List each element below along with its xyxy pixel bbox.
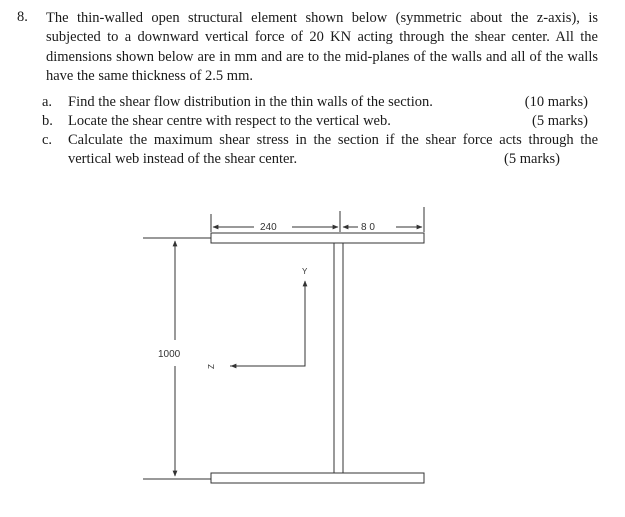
y-axis-label: Y <box>302 267 308 276</box>
part-c-letter: c. <box>42 132 53 148</box>
bottom-flange <box>211 473 424 483</box>
part-a-text: Find the shear flow distribution in the thin walls of the section. <box>68 94 433 110</box>
top-flange <box>211 233 424 243</box>
part-c-text: Calculate the maximum shear stress in the section if the shear force acts through the vertical web instead of the shear center. <box>68 132 598 167</box>
vertical-web <box>334 243 343 473</box>
problem-statement: The thin-walled open structural element shown below (symmetric about the z-axis), is subjected to a downward vertical force of 20 KN acting through the shear center. All the dimensions shown below are in mm and are to the mid-planes of the walls and all of the walls have the same thickness of 2.5 mm. <box>46 10 598 85</box>
dim-label-240: 240 <box>260 222 277 233</box>
part-b-text: Locate the shear centre with respect to the vertical web. <box>68 113 391 129</box>
dim-label-1000: 1000 <box>158 349 181 360</box>
height-dimension <box>143 238 211 479</box>
y-axis-arrow <box>230 281 305 366</box>
question-number: 8. <box>17 9 28 25</box>
dim-label-80: 8 0 <box>361 222 375 233</box>
part-c-marks: (5 marks) <box>504 151 560 167</box>
top-flange-dimension <box>211 207 424 233</box>
part-a-marks: (10 marks) <box>524 94 588 110</box>
coordinate-axes <box>207 267 308 369</box>
part-b <box>42 112 598 131</box>
i-section <box>211 233 424 483</box>
part-a <box>42 93 598 112</box>
problem-parts <box>42 93 598 169</box>
part-c <box>42 131 598 169</box>
part-a-letter: a. <box>42 94 53 110</box>
part-b-marks: (5 marks) <box>532 113 588 129</box>
part-b-letter: b. <box>42 113 53 129</box>
z-axis-label: Z <box>207 364 216 369</box>
